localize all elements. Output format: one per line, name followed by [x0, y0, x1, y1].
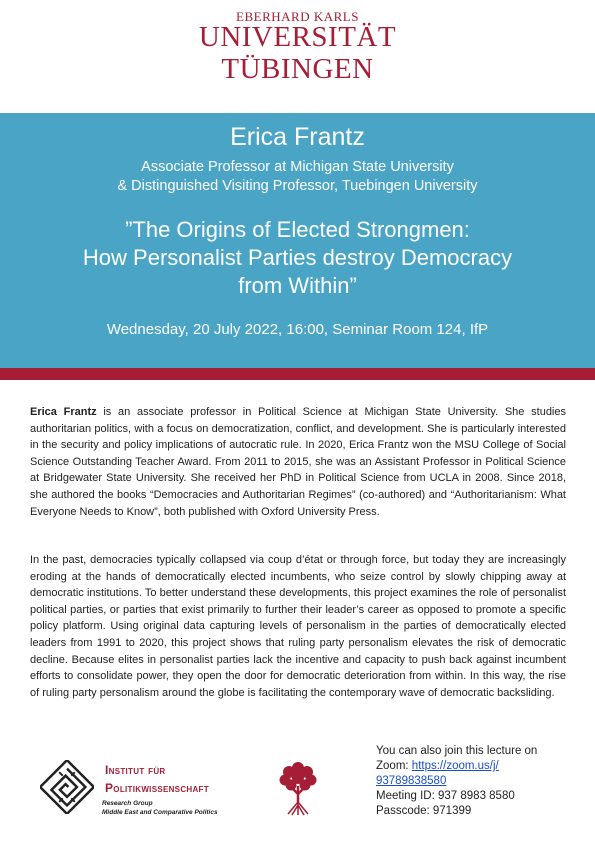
zoom-intro: You can also join this lecture on [376, 745, 538, 757]
meeting-id: Meeting ID: 937 8983 8580 [376, 790, 515, 802]
university-tree-logo-icon [276, 758, 320, 818]
speaker-role-2: & Distinguished Visiting Professor, Tuebingen University [117, 178, 478, 194]
abstract-paragraph: In the past, democracies typically collapsed via coup d’état or through force, but today they are increasingly eroding at the hands of democratically elected incumbents, who seize control by slowly chipping away at democratic institutions. To better understand these developments, this project examines the role of personalist political parties, or parties that exist primarily to further their leader’s career as opposed to promote a specific policy platform. Using original data capturing levels of personalism in the parties of democratically elected leaders from 1991 to 2020, this project shows that ruling party personalism elevates the risk of democratic decline. Because elites in personalist parties lack the incentive and capacity to push back against incumbent efforts to consolidate power, they open the door for democratic deterioration from within. In this way, the rise of ruling party personalism around the globe is facilitating the contemporary wave of democratic backsliding. [30, 554, 566, 699]
speaker-role-1: Associate Professor at Michigan State University [141, 159, 454, 175]
research-group-name: Middle East and Comparative Politics [102, 809, 218, 816]
bio-text: is an associate professor in Political Science at Michigan State University. She studies authoritarian politics, with a focus on democratization, conflict, and development. She is particularly interested in the security and policy implications of autocratic rule. In 2020, Erica Frantz won the MSU College of Social Science Outstanding Teacher Award. From 2011 to 2015, she was an Assistant Professor in Political Science at Bridgewater State University. She received her PhD in Political Science from UCLA in 2008. Since 2018, she authored the books “Democracies and Authoritarian Regimes” (co-authored) and “Authoritarianism: What Everyone Needs to Know”, both published with Oxford University Press. [30, 406, 566, 518]
passcode: Passcode: 971399 [376, 805, 472, 817]
zoom-link-row-2 [376, 774, 537, 789]
zoom-info [376, 744, 537, 819]
institute-name-line1: Institut für [105, 763, 166, 777]
divider-bar [0, 368, 595, 380]
university-line2: UNIVERSITÄT [198, 21, 397, 53]
bio-name: Erica Frantz [30, 406, 97, 418]
lecture-title-line2: How Personalist Parties destroy Democracy [82, 245, 513, 270]
research-group-label: Research Group [102, 800, 153, 807]
zoom-label: Zoom: [376, 760, 412, 772]
header-banner [0, 113, 595, 368]
university-line1: EBERHARD KARLS [236, 9, 359, 24]
zoom-link-row [376, 759, 537, 774]
institute-name-line2: Politikwissenschaft [105, 781, 209, 795]
lecture-title [0, 216, 595, 300]
zoom-link[interactable]: https://zoom.us/j/ [411, 760, 499, 772]
bio-paragraph [30, 404, 566, 520]
zoom-link-id[interactable]: 93789838580 [376, 775, 447, 787]
lecture-title-line3: from Within” [238, 273, 357, 298]
institute-logo-icon [40, 760, 94, 814]
speaker-name: Erica Frantz [230, 123, 365, 151]
lecture-date: Wednesday, 20 July 2022, 16:00, Seminar Room 124, IfP [106, 321, 489, 338]
lecture-title-line1: ”The Origins of Elected Strongmen: [125, 217, 470, 242]
university-line3: TÜBINGEN [221, 53, 374, 85]
